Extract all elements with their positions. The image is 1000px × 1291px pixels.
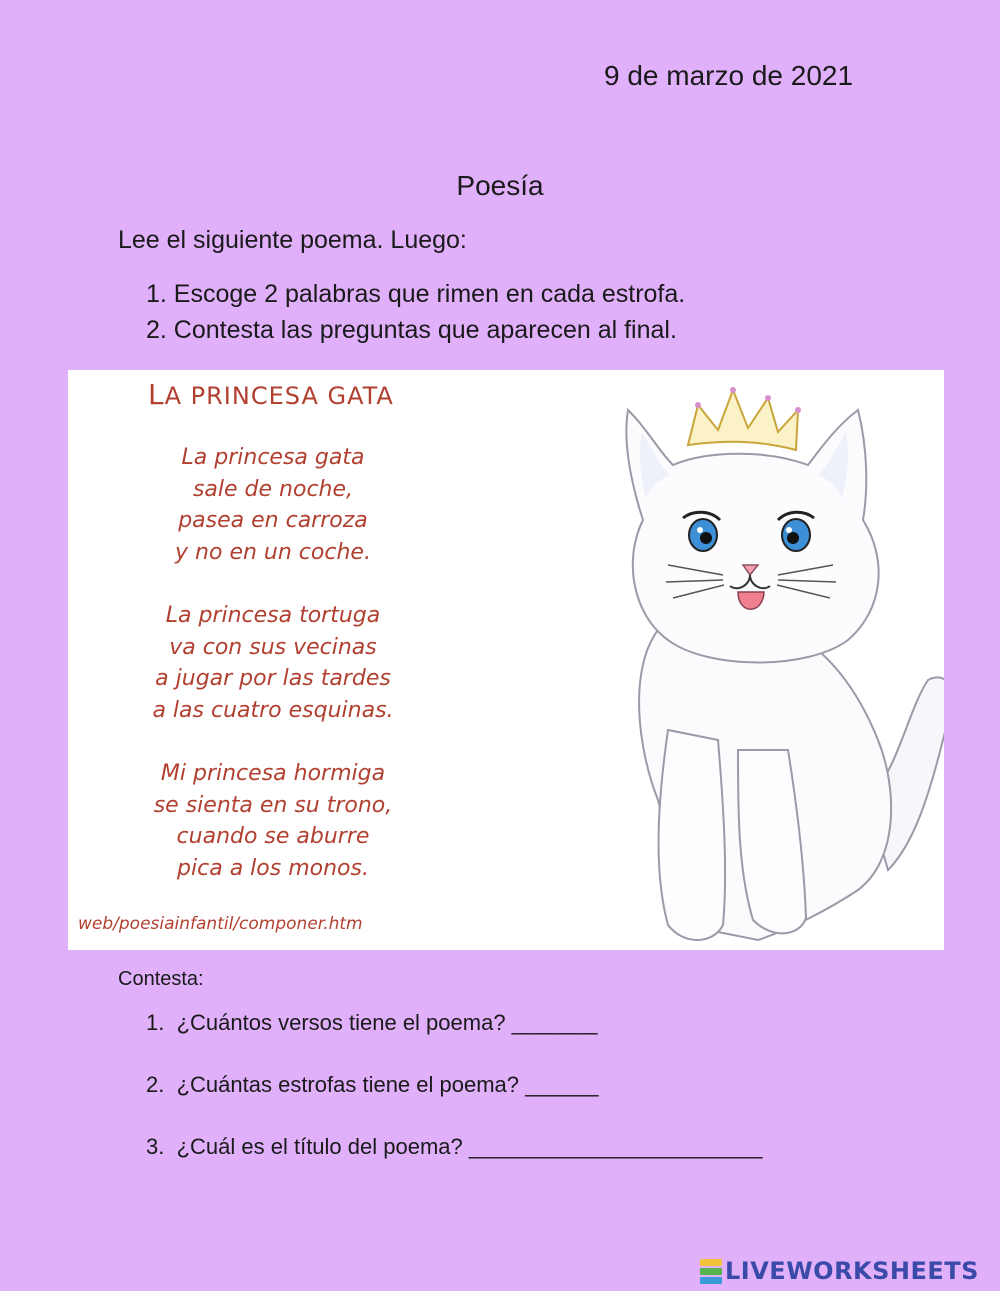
question-text: ¿Cuántos versos tiene el poema? _______ [176, 1010, 598, 1035]
poem-verse: La princesa gata [181, 445, 365, 470]
poem-verse: Mi princesa hormiga [160, 761, 386, 786]
poem-verse: pasea en carroza [178, 508, 368, 533]
poem-source: web/poesiainfantil/componer.htm [78, 914, 363, 934]
answer-section-label: Contesta: [118, 968, 204, 990]
question-item [146, 1010, 597, 1036]
question-item [146, 1134, 763, 1160]
question-number: 3. [146, 1134, 165, 1159]
poem-verse: a las cuatro esquinas. [152, 697, 394, 723]
poem-stanza-2 [128, 600, 418, 726]
instruction-step: 2. Contesta las preguntas que aparecen al final. [146, 316, 677, 344]
question-number: 2. [146, 1072, 165, 1097]
instructions-intro: Lee el siguiente poema. Luego: [118, 226, 467, 254]
poem-verse: pica a los monos. [177, 855, 369, 881]
poem-verse: La princesa tortuga [165, 603, 381, 628]
question-text: ¿Cuántas estrofas tiene el poema? ______ [176, 1072, 599, 1097]
poem-stanza-3 [128, 758, 418, 884]
poem-verse: va con sus vecinas [169, 634, 377, 660]
poem-verse: se sienta en su trono, [153, 792, 393, 818]
page-title: Poesía [456, 170, 544, 201]
question-item [146, 1072, 599, 1098]
liveworksheets-logo-icon [700, 1258, 722, 1285]
poem-image [68, 370, 944, 950]
poem-verse: sale de noche, [192, 476, 354, 502]
date: 9 de marzo de 2021 [604, 60, 854, 91]
instructions-steps [146, 276, 685, 348]
poem-title: LA PRINCESA GATA [148, 378, 394, 411]
poem-verse: y no en un coche. [175, 539, 371, 565]
poem-verse: a jugar por las tardes [155, 666, 391, 691]
question-number: 1. [146, 1010, 165, 1035]
brand-name: LIVEWORKSHEETS [725, 1257, 979, 1285]
poem-verse: cuando se aburre [176, 824, 370, 849]
question-text: ¿Cuál es el título del poema? ________________________ [176, 1134, 763, 1159]
poem-stanza-1 [128, 442, 418, 568]
instruction-step: 1. Escoge 2 palabras que rimen en cada estrofa. [146, 280, 686, 308]
cat-illustration [538, 370, 944, 950]
liveworksheets-logo [700, 1256, 979, 1286]
